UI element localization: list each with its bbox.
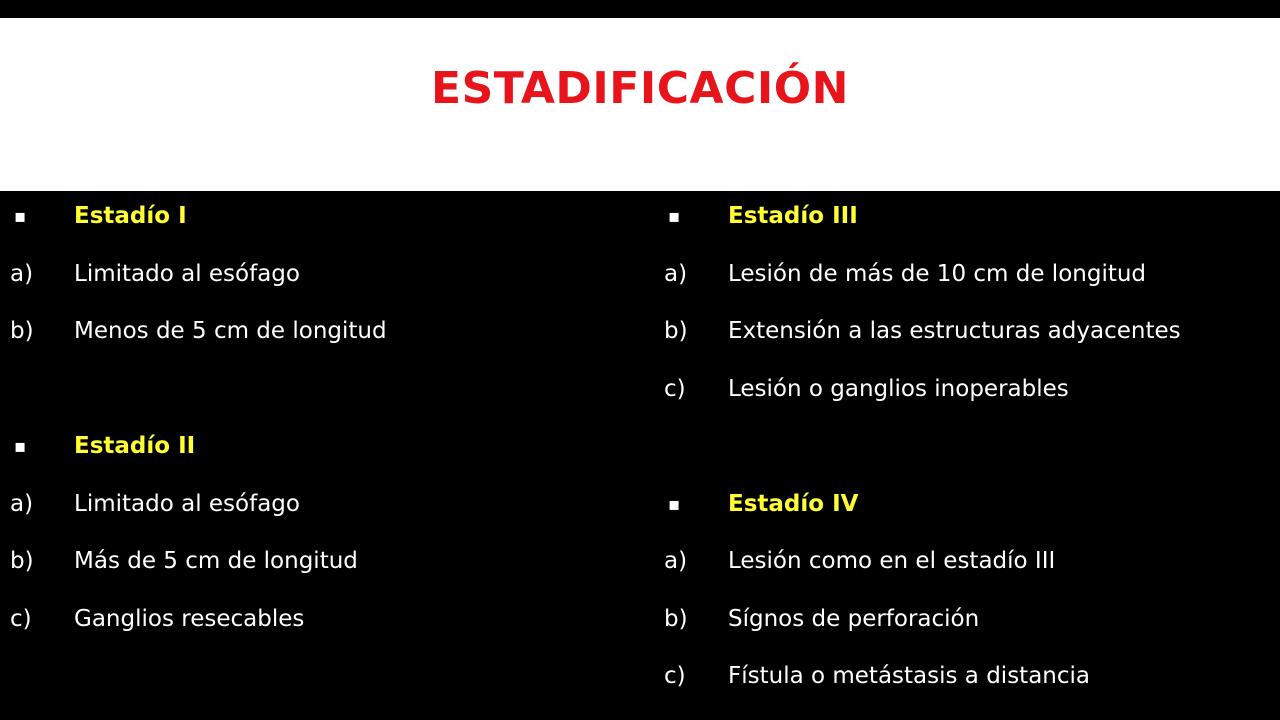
item-text: Fístula o metástasis a distancia (728, 663, 1091, 689)
stage-2-heading (10, 418, 610, 476)
item-text: Lesión como en el estadío III (728, 548, 1056, 574)
item-text: Extensión a las estructuras adyacentes (728, 318, 1181, 344)
item-marker: a) (10, 490, 34, 517)
list-item (664, 303, 1264, 361)
item-marker: c) (10, 605, 32, 632)
item-marker: c) (664, 375, 686, 402)
item-text: Lesión de más de 10 cm de longitud (728, 260, 1147, 287)
item-text: Lesión o ganglios inoperables (728, 375, 1069, 402)
stage-3-heading (664, 188, 1264, 246)
list-item (664, 246, 1264, 304)
item-text: Sígnos de perforación (728, 605, 980, 632)
stage-1-heading (10, 188, 610, 246)
list-item (10, 533, 610, 591)
item-marker: a) (10, 260, 34, 287)
stage-4-heading (664, 476, 1264, 534)
list-item (10, 303, 610, 361)
list-item (664, 361, 1264, 419)
item-marker: b) (664, 318, 688, 344)
list-item (10, 246, 610, 304)
list-item (10, 476, 610, 534)
item-marker: b) (10, 548, 34, 574)
left-column (10, 188, 610, 648)
item-text: Limitado al esófago (74, 260, 300, 287)
item-marker: c) (664, 663, 686, 689)
bullet-icon: ▪ (668, 206, 681, 227)
item-marker: b) (664, 605, 688, 632)
item-text: Menos de 5 cm de longitud (74, 318, 387, 344)
spacer (10, 361, 610, 419)
list-item (10, 591, 610, 649)
list-item (664, 648, 1264, 706)
slide-title: ESTADIFICACIÓN (431, 63, 849, 114)
stage-2-title: Estadío II (74, 433, 196, 459)
item-marker: b) (10, 318, 34, 344)
stage-4-title: Estadío IV (728, 490, 859, 517)
right-column (664, 188, 1264, 706)
bullet-icon: ▪ (14, 206, 27, 227)
list-item (664, 591, 1264, 649)
stage-1-title: Estadío I (74, 203, 187, 229)
item-marker: a) (664, 548, 688, 574)
stage-3-title: Estadío III (728, 203, 858, 229)
bullet-icon: ▪ (668, 493, 681, 515)
spacer (664, 418, 1264, 476)
item-marker: a) (664, 260, 688, 287)
item-text: Ganglios resecables (74, 605, 305, 632)
bullet-icon: ▪ (14, 436, 27, 457)
list-item (664, 533, 1264, 591)
item-text: Limitado al esófago (74, 490, 300, 517)
item-text: Más de 5 cm de longitud (74, 548, 358, 574)
